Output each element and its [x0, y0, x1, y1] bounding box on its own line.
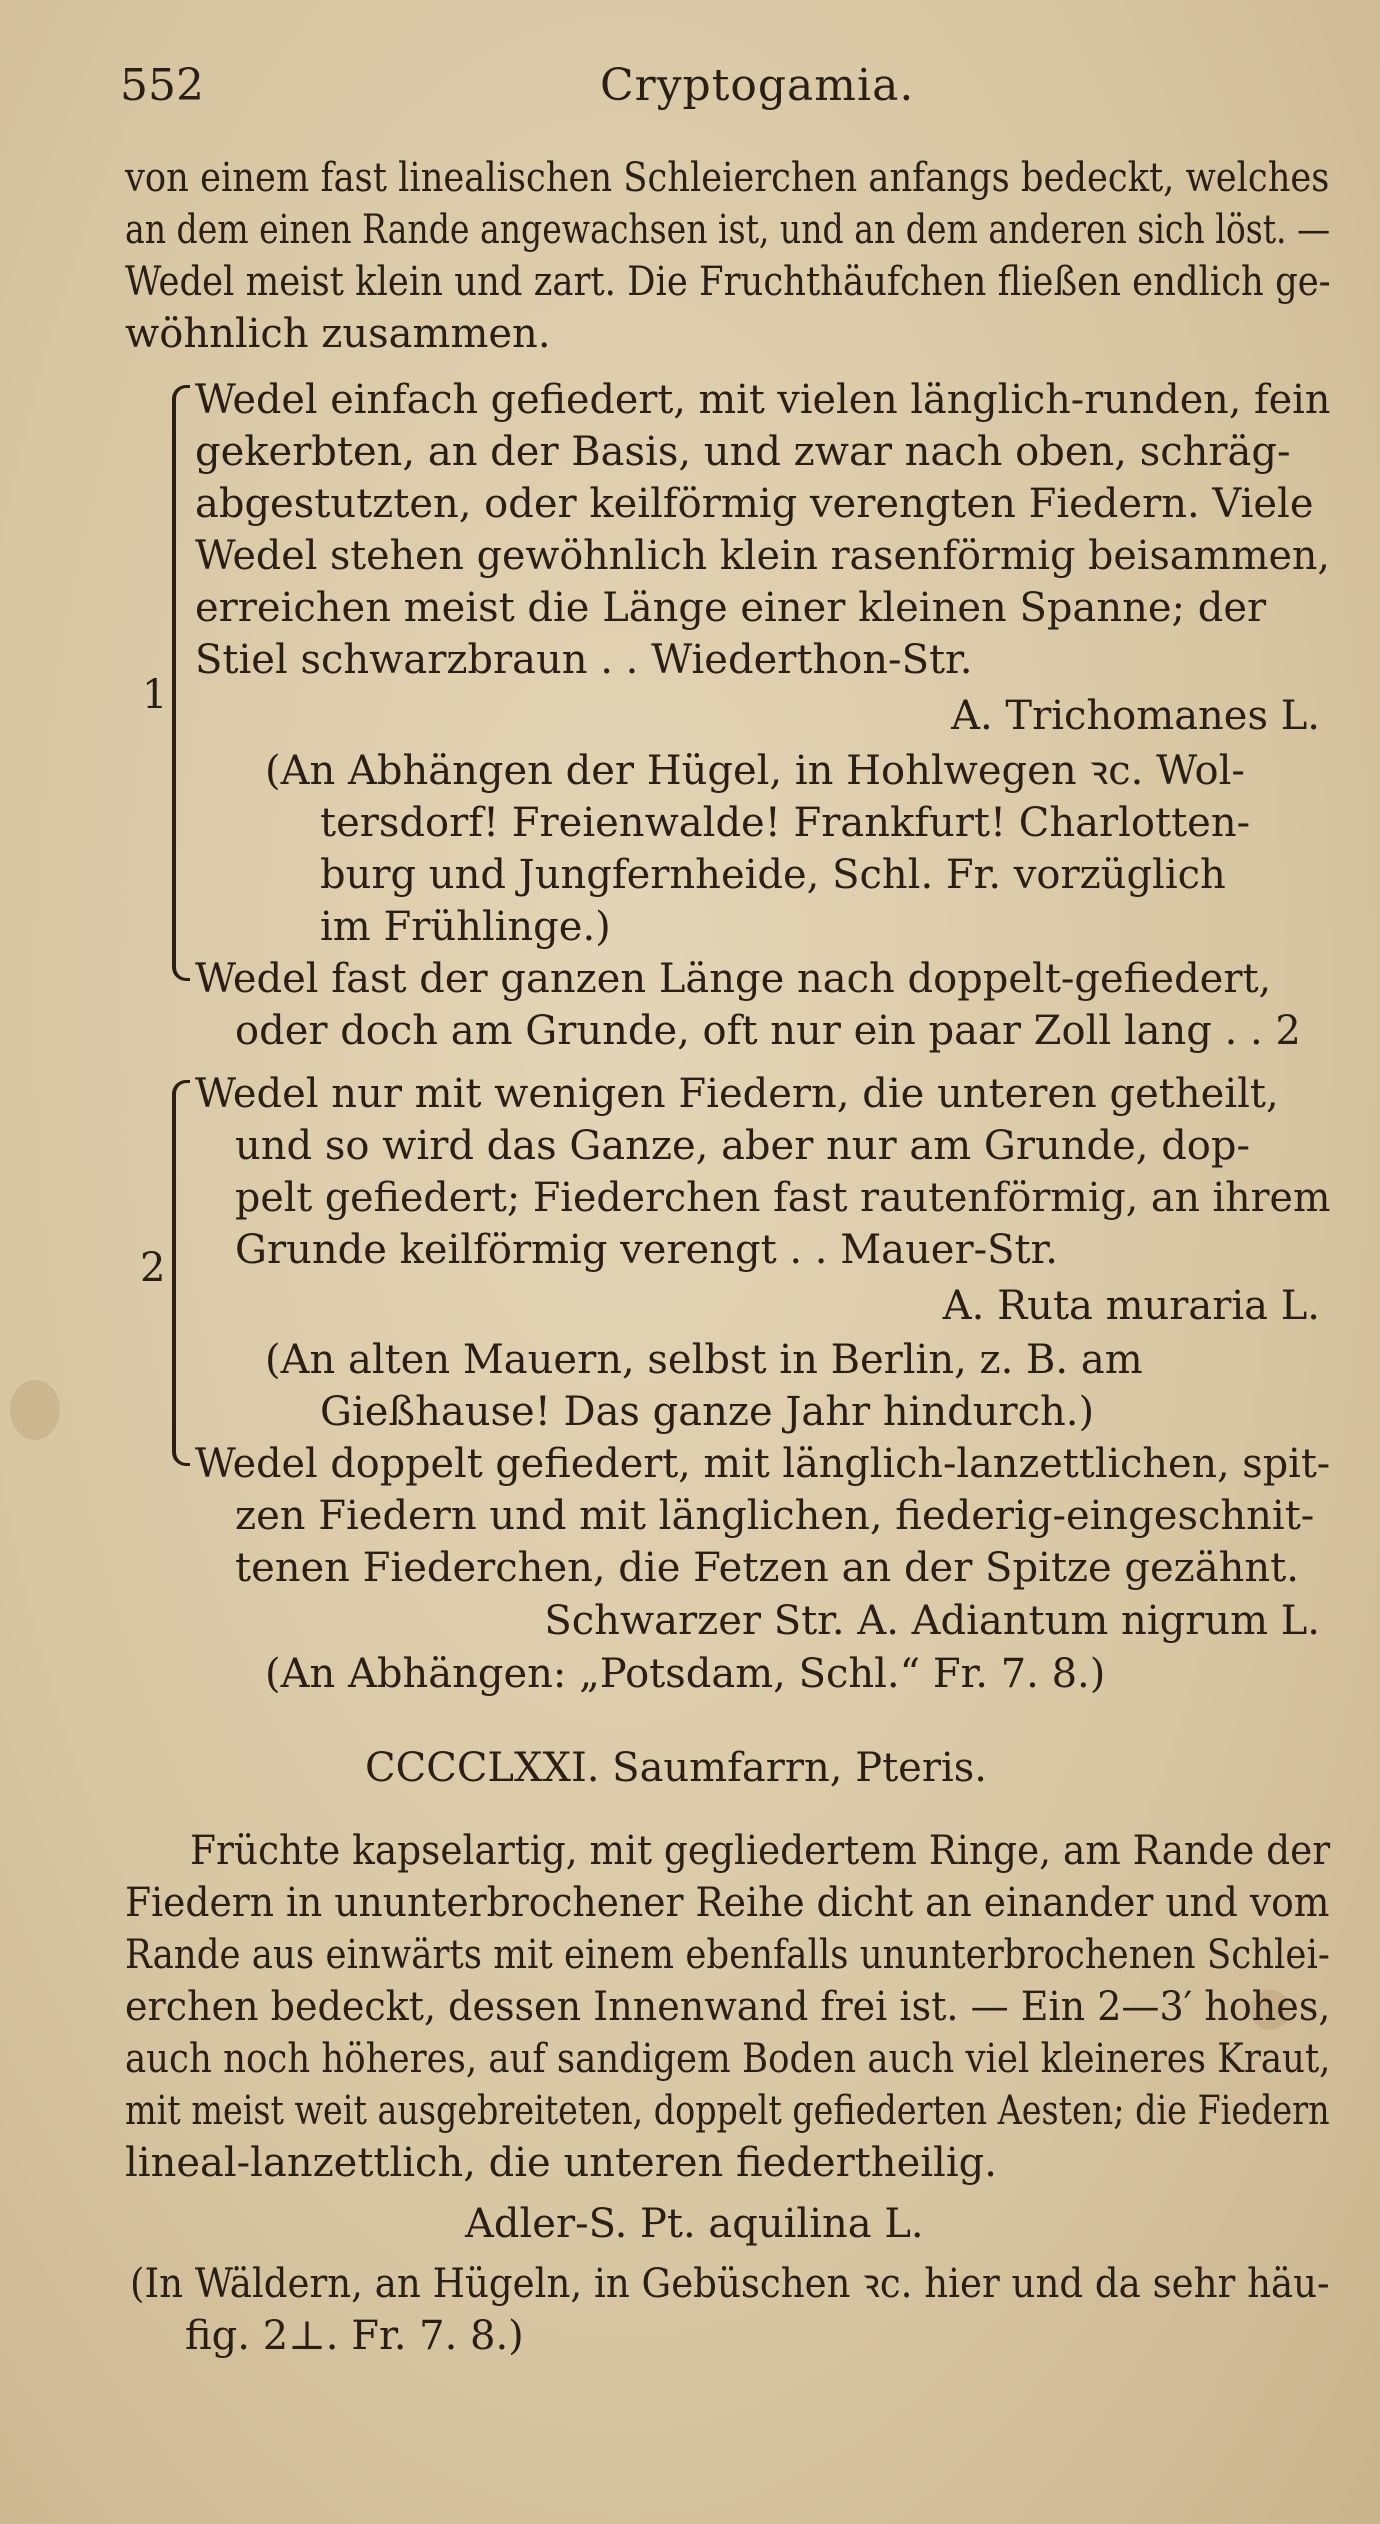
habitat-line: burg und Jungfernheide, Schl. Fr. vorzüglich: [320, 852, 1226, 898]
text-line: und so wird das Ganze, aber nur am Grunde, dop-: [235, 1123, 1250, 1169]
text-line: auch noch höheres, auf sandigem Boden auch viel kleineres Kraut,: [125, 2036, 1331, 2082]
text-line: Fiedern in ununterbrochener Reihe dicht an einander und vom: [125, 1880, 1330, 1926]
text-line: an dem einen Rande angewachsen ist, und an dem anderen sich löst. —: [125, 207, 1331, 253]
text-line: Wedel fast der ganzen Länge nach doppelt-gefiedert,: [195, 956, 1272, 1002]
genus-heading: CCCCLXXI. Saumfarrn, Pteris.: [365, 1745, 988, 1791]
page-number: 552: [120, 60, 204, 111]
habitat-line: Gießhause! Das ganze Jahr hindurch.): [320, 1389, 1095, 1435]
paper-stain: [10, 1380, 60, 1440]
species-name: Schwarzer Str. A. Adiantum nigrum L.: [544, 1598, 1320, 1644]
text-line: Grunde keilförmig verengt . . Mauer-Str.: [235, 1227, 1059, 1273]
species-name: A. Ruta muraria L.: [942, 1283, 1320, 1329]
brace-bracket: [172, 385, 190, 981]
text-line: pelt gefiedert; Fiederchen fast rautenförmig, an ihrem: [235, 1175, 1331, 1221]
habitat-line: tersdorf! Freienwalde! Frankfurt! Charlotten-: [320, 800, 1251, 846]
text-line: erreichen meist die Länge einer kleinen Spanne; der: [195, 585, 1267, 631]
habitat-line: (An Abhängen der Hügel, in Hohlwegen ꝛc. Wol-: [265, 748, 1245, 794]
text-line: von einem fast linealischen Schleierchen anfangs bedeckt, welches: [125, 155, 1330, 201]
habitat-line: (In Wäldern, an Hügeln, in Gebüschen ꝛc. hier und da sehr häu-: [130, 2261, 1330, 2307]
text-line: Wedel meist klein und zart. Die Fruchthäufchen fließen endlich ge-: [125, 259, 1331, 305]
species-name: A. Trichomanes L.: [951, 693, 1320, 739]
text-line: Früchte kapselartig, mit gegliedertem Ringe, am Rande der: [190, 1828, 1331, 1874]
text-line: wöhnlich zusammen.: [125, 311, 551, 357]
habitat-line: (An Abhängen: „Potsdam, Schl.“ Fr. 7. 8.): [265, 1651, 1106, 1697]
habitat-line: im Frühlinge.): [320, 904, 611, 950]
text-line: Stiel schwarzbraun . . Wiederthon-Str.: [195, 637, 973, 683]
habitat-line: (An alten Mauern, selbst in Berlin, z. B. am: [265, 1337, 1143, 1383]
couplet-number: 1: [142, 672, 168, 718]
text-line: Wedel einfach gefiedert, mit vielen länglich-runden, fein: [195, 377, 1331, 423]
text-line: lineal-lanzettlich, die unteren fiedertheilig.: [125, 2140, 997, 2186]
running-title: Cryptogamia.: [600, 60, 915, 111]
text-line: Wedel nur mit wenigen Fiedern, die unteren getheilt,: [195, 1071, 1279, 1117]
page-header: [120, 60, 1320, 120]
species-name: Adler-S. Pt. aquilina L.: [465, 2201, 924, 2247]
couplet-number: 2: [140, 1245, 166, 1291]
text-line: tenen Fiederchen, die Fetzen an der Spitze gezähnt.: [235, 1545, 1299, 1591]
text-line: Rande aus einwärts mit einem ebenfalls ununterbrochenen Schlei-: [125, 1932, 1330, 1978]
text-line: erchen bedeckt, dessen Innenwand frei ist. — Ein 2—3′ hohes,: [125, 1984, 1331, 2030]
text-line: oder doch am Grunde, oft nur ein paar Zoll lang . . 2: [235, 1008, 1301, 1054]
text-line: Wedel doppelt gefiedert, mit länglich-lanzettlichen, spit-: [195, 1441, 1331, 1487]
text-line: Wedel stehen gewöhnlich klein rasenförmig beisammen,: [195, 533, 1331, 579]
text-line: gekerbten, an der Basis, und zwar nach oben, schräg-: [195, 429, 1291, 475]
text-line: abgestutzten, oder keilförmig verengten Fiedern. Viele: [195, 481, 1314, 527]
text-line: zen Fiedern und mit länglichen, fiederig-eingeschnit-: [235, 1493, 1315, 1539]
brace-bracket: [172, 1080, 190, 1466]
habitat-line: fig. 2⊥. Fr. 7. 8.): [185, 2313, 524, 2359]
text-line: mit meist weit ausgebreiteten, doppelt gefiederten Aesten; die Fiedern: [125, 2088, 1330, 2134]
